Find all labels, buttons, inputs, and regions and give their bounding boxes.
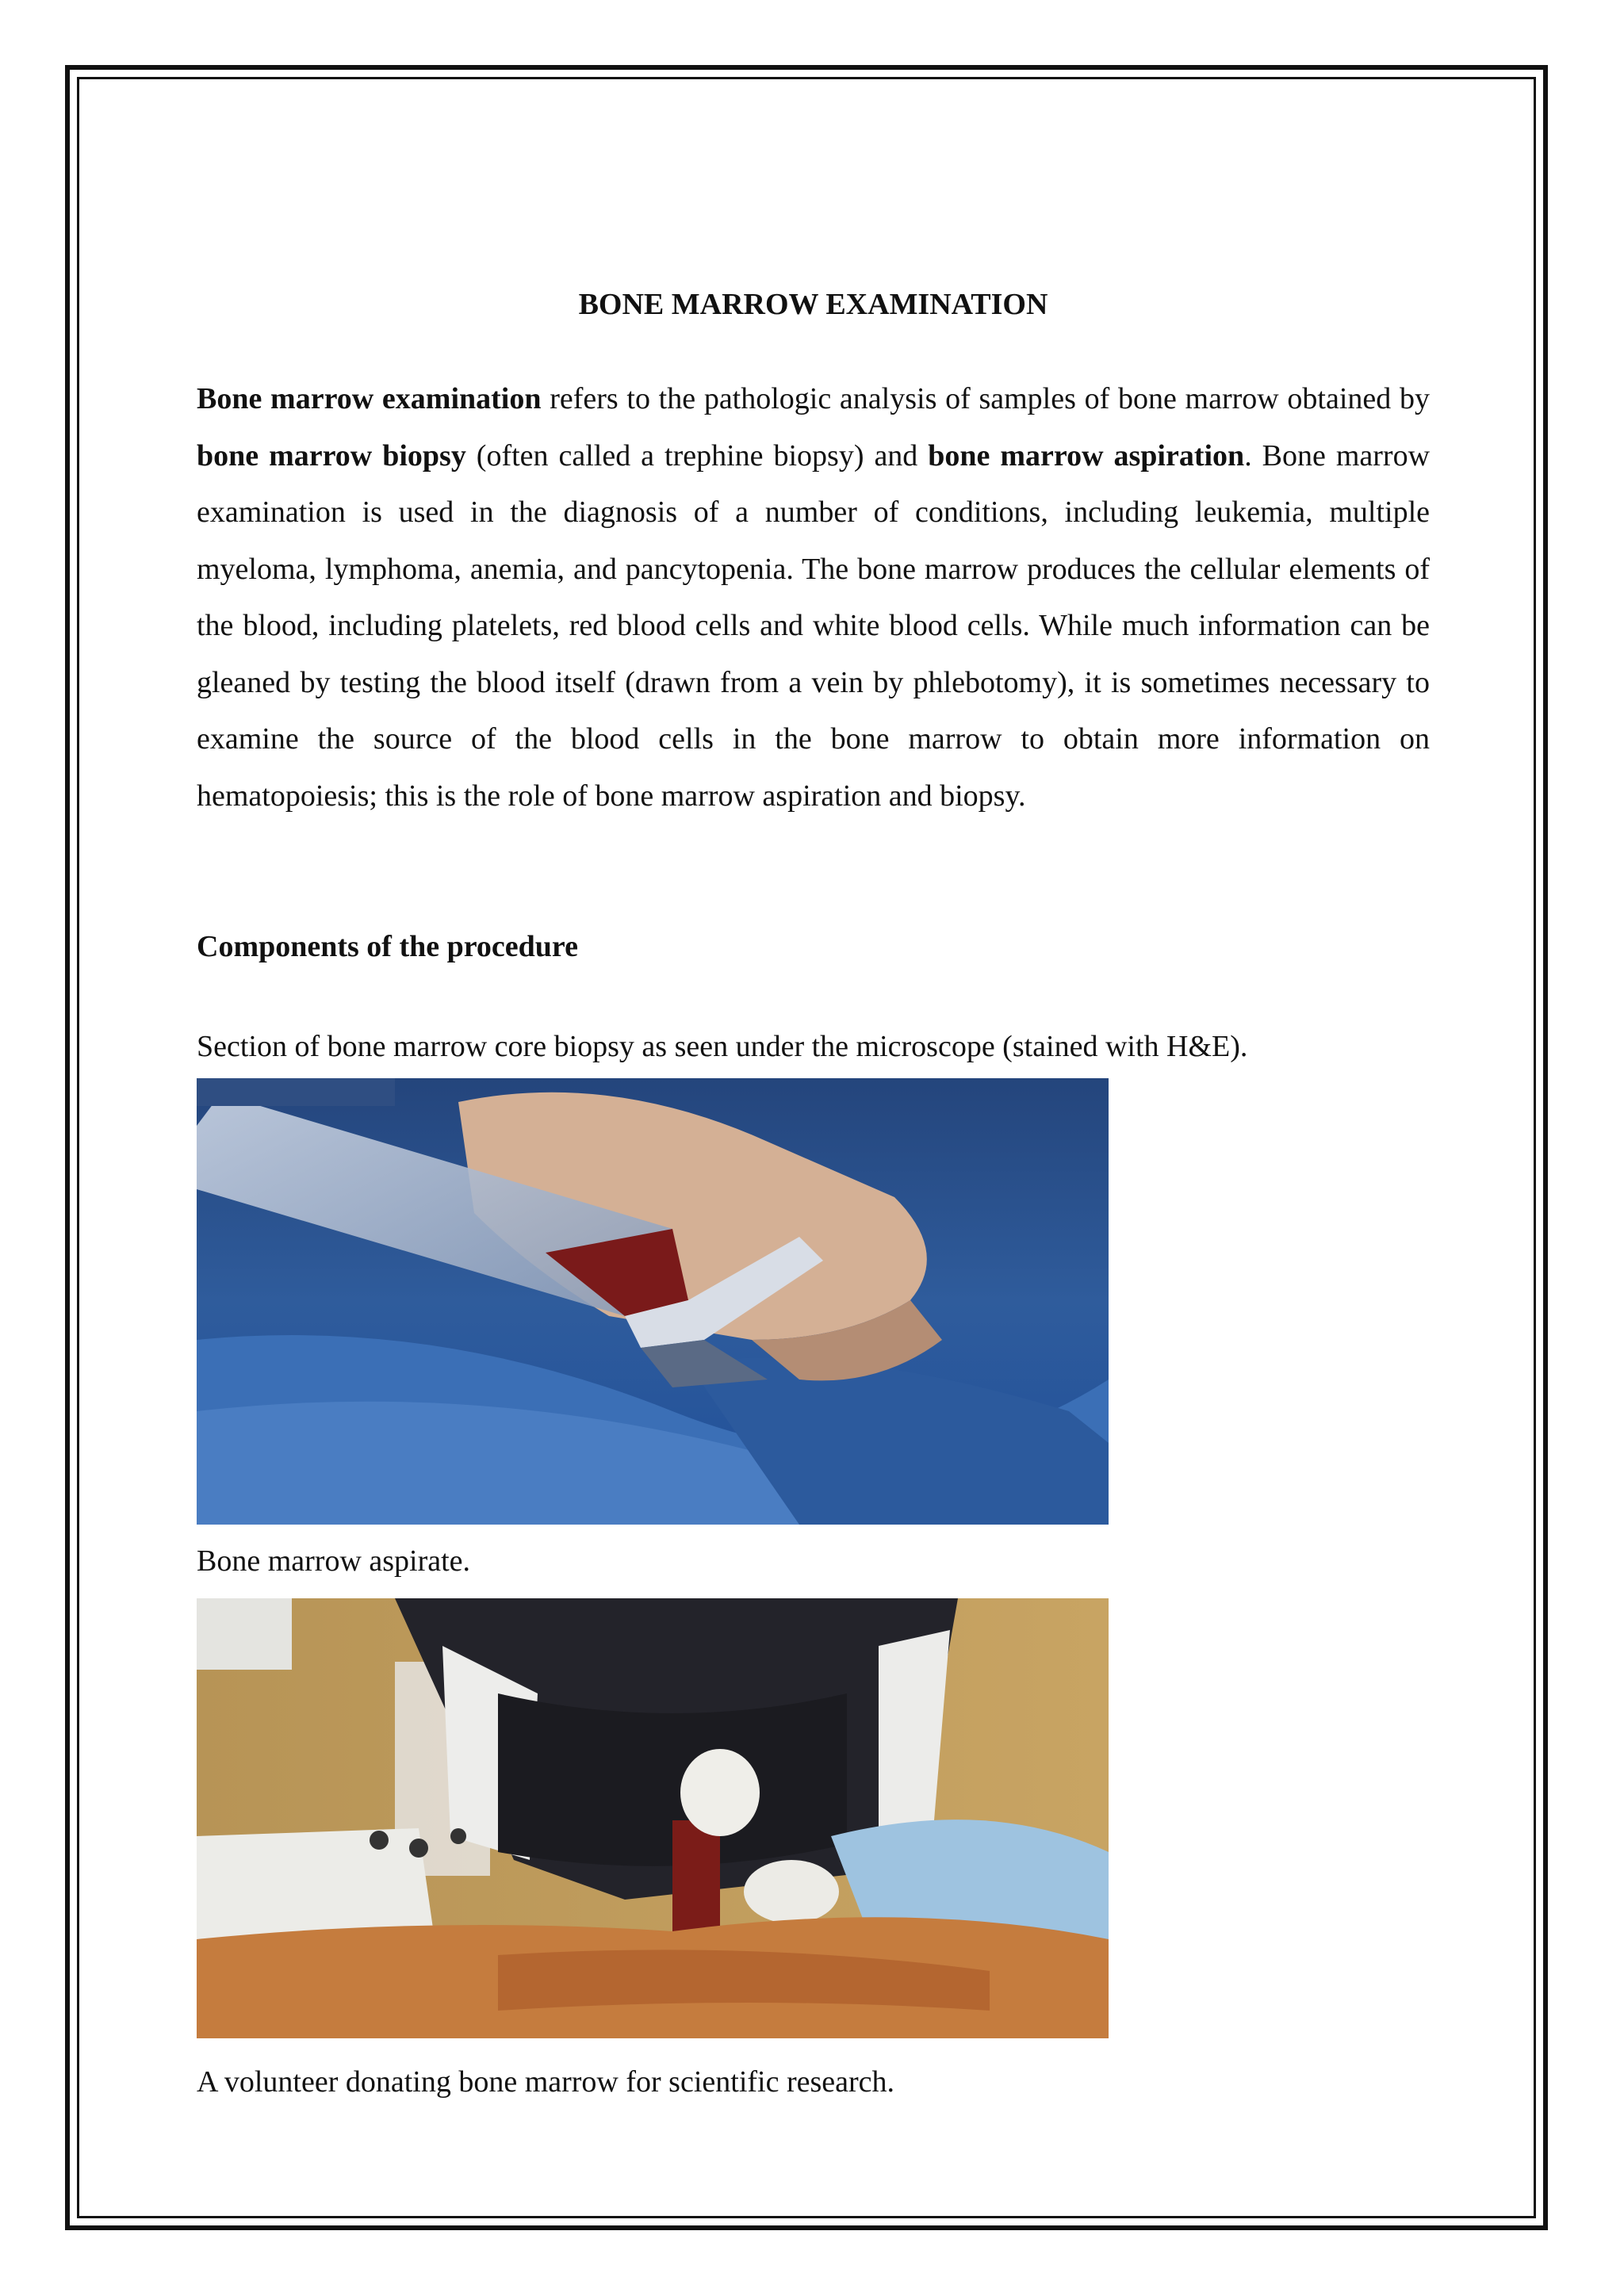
caption-aspirate: Bone marrow aspirate.: [197, 1544, 471, 1578]
photo-volunteer-donating: [197, 1598, 1109, 2038]
intro-text-3: . Bone marrow examination is used in the diagnosis of a number of conditions, including leukemia, multiple myeloma, lymphoma, anemia, and pancytopenia. The bone marrow produces the cellular elements of the blood, including platelets, red blood cells and white blood cells. While much information can be gleaned by testing the blood itself (drawn from a vein by phlebotomy), it is sometimes necessary to examine the source of the blood cells in the bone marrow to obtain more information on hematopoiesis; this is the role of bone marrow aspiration and biopsy.: [197, 438, 1431, 813]
term-bone-marrow-biopsy: bone marrow biopsy: [197, 438, 466, 473]
section-heading: Components of the procedure: [197, 930, 578, 963]
term-bone-marrow-examination: Bone marrow examination: [197, 382, 542, 415]
caption-biopsy: Section of bone marrow core biopsy as seen under the microscope (stained with H&E).: [197, 1030, 1248, 1063]
intro-text-2: (often called a trephine biopsy) and: [465, 438, 929, 473]
document-title: BONE MARROW EXAMINATION: [578, 288, 1048, 321]
photo-aspiration-procedure: [197, 1078, 1109, 1525]
term-bone-marrow-aspiration: bone marrow aspiration: [928, 438, 1245, 473]
intro-text-1: refers to the pathologic analysis of samples of bone marrow obtained by: [541, 382, 1430, 415]
intro-paragraph: [197, 371, 1430, 825]
caption-volunteer: A volunteer donating bone marrow for scientific research.: [197, 2065, 895, 2099]
